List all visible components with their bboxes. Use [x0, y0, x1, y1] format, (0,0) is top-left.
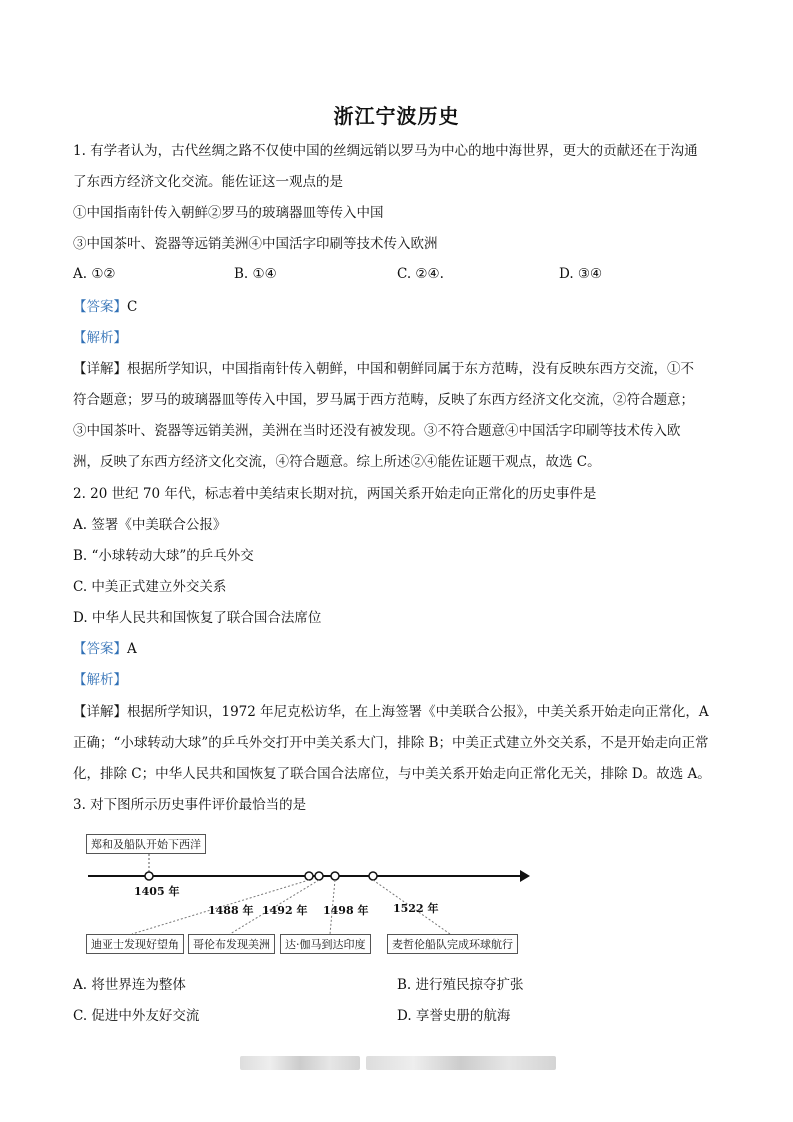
- q1-detail-text1: 根据所学知识，中国指南针传入朝鲜，中国和朝鲜同属于东方范畴，没有反映东西方交流，①不: [127, 361, 694, 377]
- timeline-year-1488: 1488 年: [208, 904, 254, 917]
- q1-option-c: C. ②④.: [397, 266, 444, 282]
- q1-detail-line4: 洲，反映了东西方经济文化交流，④符合题意。综上所述②④能佐证题干观点，故选 C。: [73, 454, 601, 470]
- q1-detail-line1: [73, 359, 723, 379]
- timeline-event-dias: 迪亚士发现好望角: [86, 934, 184, 954]
- q1-option-b: B. ①④: [234, 266, 277, 282]
- q2-option-c: C. 中美正式建立外交关系: [73, 579, 227, 595]
- q1-stem-line2: 了东西方经济文化交流。能佐证这一观点的是: [73, 174, 343, 190]
- q1-option-d: D. ③④: [559, 266, 603, 282]
- q3-option-d: D. 享誉史册的航海: [397, 1008, 511, 1024]
- q2-detail-text1: 根据所学知识，1972 年尼克松访华，在上海签署《中美联合公报》，中美关系开始走向正常化，A: [127, 704, 709, 720]
- timeline-year-1492: 1492 年: [262, 904, 308, 917]
- timeline-year-1522: 1522 年: [393, 902, 439, 915]
- q1-answer-tag: 【答案】: [73, 299, 127, 315]
- footer-watermark-right: [366, 1056, 556, 1070]
- timeline-year-1405: 1405 年: [134, 885, 180, 898]
- q1-items-line2: ③中国茶叶、瓷器等远销美洲④中国活字印刷等技术传入欧洲: [73, 236, 438, 252]
- q2-stem: 2. 20 世纪 70 年代，标志着中美结束长期对抗，两国关系开始走向正常化的历史事件是: [73, 486, 597, 502]
- timeline-year-1498: 1498 年: [323, 904, 369, 917]
- timeline-top-label: 郑和及船队开始下西洋: [86, 834, 206, 854]
- q2-answer: [73, 639, 723, 659]
- q2-detail-line3: 化，排除 C；中华人民共和国恢复了联合国合法席位，与中美关系开始走向正常化无关，排除 D。故选 A。: [73, 766, 711, 782]
- timeline-event-columbus: 哥伦布发现美洲: [188, 934, 275, 954]
- page-title: 浙江宁波历史: [333, 104, 460, 128]
- q2-analysis-tag: 【解析】: [73, 672, 127, 688]
- q1-detail-line3: ③中国茶叶、瓷器等远销美洲，美洲在当时还没有被发现。③不符合题意④中国活字印刷等技术传入欧: [73, 423, 681, 439]
- q3-option-a: A. 将世界连为整体: [73, 977, 186, 993]
- q2-option-d: D. 中华人民共和国恢复了联合国合法席位: [73, 610, 322, 626]
- q1-detail-tag: 【详解】: [73, 361, 127, 377]
- q1-answer: [73, 297, 723, 317]
- timeline-figure: [80, 828, 530, 958]
- q1-option-a: A. ①②: [73, 266, 116, 282]
- q1-stem-line1: 1. 有学者认为，古代丝绸之路不仅使中国的丝绸远销以罗马为中心的地中海世界，更大的贡献还在于沟通: [73, 143, 698, 159]
- footer-watermark-left: [240, 1056, 360, 1070]
- q2-detail-tag: 【详解】: [73, 704, 127, 720]
- q1-items-line1: ①中国指南针传入朝鲜②罗马的玻璃器皿等传入中国: [73, 205, 384, 221]
- q2-analysis: [73, 670, 723, 690]
- q1-analysis-tag: 【解析】: [73, 330, 127, 346]
- timeline-event-gama: 达·伽马到达印度: [280, 934, 371, 954]
- q1-detail-line2: 符合题意；罗马的玻璃器皿等传入中国，罗马属于西方范畴，反映了东西方经济文化交流，②符合题意；: [73, 392, 694, 408]
- q2-answer-tag: 【答案】: [73, 641, 127, 657]
- q1-answer-value: C: [127, 299, 138, 315]
- q2-detail-line1: [73, 702, 723, 722]
- q2-detail-line2: 正确；“小球转动大球”的乒乓外交打开中美关系大门，排除 B；中美正式建立外交关系，不是开始走向正常: [73, 735, 709, 751]
- q2-answer-value: A: [127, 641, 137, 657]
- timeline-event-magellan: 麦哲伦船队完成环球航行: [387, 934, 518, 954]
- q3-option-b: B. 进行殖民掠夺扩张: [397, 977, 524, 993]
- q1-analysis: [73, 328, 723, 348]
- q2-option-a: A. 签署《中美联合公报》: [73, 517, 227, 533]
- q3-option-c: C. 促进中外友好交流: [73, 1008, 200, 1024]
- q3-stem: 3. 对下图所示历史事件评价最恰当的是: [73, 797, 307, 813]
- q2-option-b: B. “小球转动大球”的乒乓外交: [73, 548, 254, 564]
